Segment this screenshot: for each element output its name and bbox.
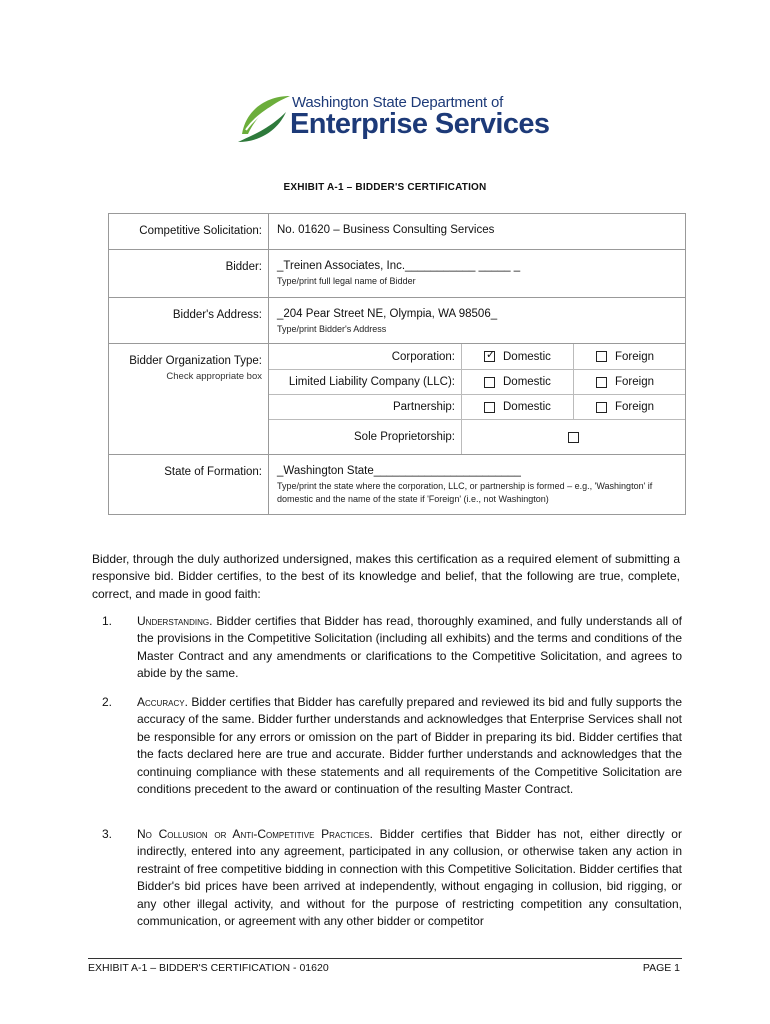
orgtype-label: Bidder Organization Type: [129,355,262,367]
solicitation-value: No. 01620 – Business Consulting Services [269,214,686,250]
org-name: Corporation: [391,350,455,363]
item-text: Bidder certifies that Bidder has read, thoroughly examined, and fully understands all of the provisions in the Competitive Solicitation (including all exhibits) and the terms and conditions of the Master Contract and any amendments or clarifications to the Competitive Solicitation, and agrees to abide by the same. [137,614,682,681]
orgtype-options [269,344,686,455]
solicitation-label: Competitive Solicitation: [109,214,269,250]
item-heading: No Collusion or Anti-Competitive Practices. [137,827,373,841]
item-number: 3. [102,827,113,841]
org-name: Partnership: [392,401,455,413]
exhibit-title-text: EXHIBIT A-1 – BIDDER'S CERTIFICATION [283,182,487,193]
exhibit-title [0,182,770,193]
address-label: Bidder's Address: [109,298,269,344]
agency-logo [236,90,550,146]
domestic-label: Domestic [503,350,551,363]
bidder-cell [269,250,686,298]
checkbox-icon[interactable] [596,402,607,413]
checkbox-icon[interactable] [596,377,607,388]
certification-item [92,694,682,798]
org-row-corporation [269,344,685,369]
domestic-option[interactable] [461,395,573,419]
item-text: Bidder certifies that Bidder has not, either directly or indirectly, entered into any agreement, participated in any collusion, or otherwise taken any action in restraint of free competitive bidding in connection with this Competitive Solicitation. Bidder certifies that Bidder's bid prices have been arrived at independently, without engaging in collusion, bid rigging, or any other illegal activity, and without for the purpose of restricting competition any consultation, communication, or agreement with any other bidder or competitor [137,827,682,929]
checkbox-icon[interactable] [484,402,495,413]
domestic-label: Domestic [503,401,551,413]
address-cell [269,298,686,344]
checkbox-icon[interactable] [568,432,579,443]
foreign-label: Foreign [615,401,654,413]
item-number: 2. [102,695,113,709]
org-name: Sole Proprietorship: [354,431,455,443]
foreign-option[interactable] [573,370,685,394]
certification-item [92,613,682,683]
foreign-label: Foreign [615,376,654,388]
formation-label: State of Formation: [109,455,269,515]
footer-exhibit-label: EXHIBIT A-1 – BIDDER'S CERTIFICATION - 01620 [88,962,329,974]
item-heading: Understanding. [137,614,213,628]
leaf-swoosh-icon [236,90,292,146]
item-body [137,613,682,683]
bidder-info-table [108,213,686,515]
certification-item [92,826,682,930]
bidder-name-field[interactable]: _Treinen Associates, Inc.___________ _____ _ [277,260,521,272]
org-name: Limited Liability Company (LLC): [288,376,455,388]
item-number: 1. [102,614,113,628]
foreign-label: Foreign [615,350,654,363]
item-body [137,826,682,930]
bidder-hint: Type/print full legal name of Bidder [277,276,416,286]
bidder-address-field[interactable]: _204 Pear Street NE, Olympia, WA 98506_ [277,308,498,320]
item-body [137,694,682,798]
domestic-option[interactable] [461,370,573,394]
intro-paragraph: Bidder, through the duly authorized undersigned, makes this certification as a required element of submitting a responsive bid. Bidder certifies, to the best of its knowledge and belief, that the following are true, complete, correct, and made in good faith: [92,552,680,601]
checkbox-checked-icon[interactable] [484,351,495,362]
formation-hint: Type/print the state where the corporation, LLC, or partnership is formed – e.g., 'Washington' if domestic and the name of the state if 'Foreign' (i.e., not Washington) [277,481,653,504]
logo-text-line2: Enterprise Services [290,108,550,140]
org-row-partnership [269,394,685,419]
orgtype-sublabel: Check appropriate box [166,371,262,382]
address-hint: Type/print Bidder's Address [277,324,387,334]
sole-prop-option[interactable] [461,420,685,454]
org-row-sole-proprietorship [269,419,685,454]
checkbox-icon[interactable] [596,351,607,362]
domestic-option[interactable] [461,344,573,369]
foreign-option[interactable] [573,344,685,369]
item-heading: Accuracy. [137,695,188,709]
checkbox-icon[interactable] [484,377,495,388]
org-row-llc [269,369,685,394]
foreign-option[interactable] [573,395,685,419]
state-of-formation-field[interactable]: _Washington State_______________________ [277,465,521,477]
orgtype-label-cell [109,344,269,455]
footer-divider [88,958,682,959]
item-text: Bidder certifies that Bidder has carefully prepared and reviewed its bid and fully supports the accuracy of the same. Bidder further understands and acknowledges that Enterprise Services shall not be responsible for any errors or omission on the part of Bidder in preparing its bid. Bidder certifies that the facts declared here are true and accurate. Bidder further understands and acknowledges that the continuing compliance with these statements and all requirements of the Competitive Solicitation are conditions precedent to the award or continuation of the resulting Master Contract. [137,695,682,797]
logo-text-line1: Washington State Department of [292,94,504,111]
bidder-label: Bidder: [109,250,269,298]
domestic-label: Domestic [503,376,551,388]
footer-page-number: PAGE 1 [642,962,680,974]
formation-cell [269,455,686,515]
